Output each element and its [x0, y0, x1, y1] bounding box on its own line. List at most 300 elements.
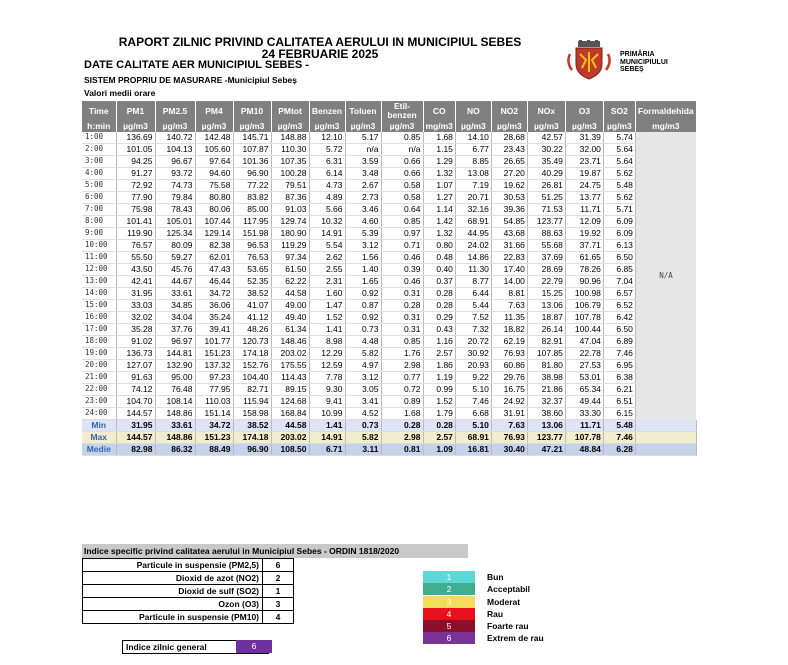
- value-cell: 31.39: [565, 132, 603, 144]
- value-cell: 0.39: [381, 264, 423, 276]
- value-cell: 1.32: [423, 168, 455, 180]
- value-cell: 5.66: [309, 204, 345, 216]
- value-cell: 148.88: [271, 132, 309, 144]
- value-cell: 0.43: [423, 324, 455, 336]
- value-cell: 0.46: [381, 276, 423, 288]
- value-cell: 76.57: [116, 240, 155, 252]
- table-row: [82, 276, 696, 288]
- stats-cell: 30.40: [491, 444, 527, 456]
- value-cell: 0.87: [345, 300, 381, 312]
- value-cell: 1.19: [423, 372, 455, 384]
- value-cell: 29.76: [491, 372, 527, 384]
- value-cell: 151.98: [233, 228, 271, 240]
- value-cell: 94.25: [116, 156, 155, 168]
- time-cell: 12:00: [82, 264, 116, 276]
- value-cell: 75.58: [195, 180, 233, 192]
- value-cell: 71.53: [527, 204, 565, 216]
- value-cell: 0.31: [381, 324, 423, 336]
- value-cell: 20.93: [455, 360, 491, 372]
- value-cell: 68.91: [455, 216, 491, 228]
- value-cell: 13.77: [565, 192, 603, 204]
- value-cell: 76.93: [491, 348, 527, 360]
- value-cell: 2.55: [309, 264, 345, 276]
- time-cell: 9:00: [82, 228, 116, 240]
- value-cell: 78.26: [565, 264, 603, 276]
- value-cell: 89.15: [271, 384, 309, 396]
- column-header: PM1: [116, 101, 155, 121]
- value-cell: 76.53: [233, 252, 271, 264]
- legend-label: Rau: [487, 608, 504, 619]
- value-cell: 100.98: [565, 288, 603, 300]
- time-cell: 16:00: [82, 312, 116, 324]
- value-cell: 81.80: [527, 360, 565, 372]
- unit-header: h:min: [82, 121, 116, 132]
- stats-cell: 0.81: [381, 444, 423, 456]
- value-cell: 61.34: [271, 324, 309, 336]
- value-cell: 33.30: [565, 408, 603, 420]
- value-cell: 85.00: [233, 204, 271, 216]
- value-cell: 74.12: [116, 384, 155, 396]
- value-cell: 7.19: [455, 180, 491, 192]
- value-cell: 1.68: [423, 132, 455, 144]
- value-cell: 42.57: [527, 132, 565, 144]
- index-name: Particule in suspensie (PM10): [83, 611, 263, 624]
- value-cell: 6.09: [603, 228, 635, 240]
- value-cell: 16.75: [491, 384, 527, 396]
- value-cell: 91.27: [116, 168, 155, 180]
- value-cell: 26.14: [527, 324, 565, 336]
- stats-cell: 0.73: [345, 420, 381, 432]
- unit-header: µg/m3: [345, 121, 381, 132]
- value-cell: 96.53: [233, 240, 271, 252]
- value-cell: 4.97: [345, 360, 381, 372]
- stats-cell: 5.48: [603, 420, 635, 432]
- legend-label: Bun: [487, 572, 504, 582]
- value-cell: 114.43: [271, 372, 309, 384]
- stats-cell: 0.28: [423, 420, 455, 432]
- value-cell: 2.62: [309, 252, 345, 264]
- value-cell: 115.94: [233, 396, 271, 408]
- stats-cell: 47.21: [527, 444, 565, 456]
- value-cell: 4.52: [345, 408, 381, 420]
- value-cell: 1.32: [423, 228, 455, 240]
- table-row: [82, 228, 696, 240]
- table-row: [82, 144, 696, 156]
- value-cell: 96.67: [155, 156, 195, 168]
- value-cell: 6.77: [455, 144, 491, 156]
- value-cell: 8.81: [491, 288, 527, 300]
- value-cell: 47.43: [195, 264, 233, 276]
- stats-row: [82, 432, 696, 444]
- index-value: 6: [263, 559, 294, 572]
- value-cell: 37.71: [565, 240, 603, 252]
- value-cell: 1.52: [309, 312, 345, 324]
- value-cell: 28.68: [491, 132, 527, 144]
- value-cell: 144.81: [155, 348, 195, 360]
- value-cell: 8.85: [455, 156, 491, 168]
- value-cell: 51.25: [527, 192, 565, 204]
- value-cell: 5.10: [455, 384, 491, 396]
- value-cell: 104.40: [233, 372, 271, 384]
- value-cell: 15.25: [527, 288, 565, 300]
- time-cell: 22:00: [82, 384, 116, 396]
- value-cell: 11.35: [491, 312, 527, 324]
- column-header: Toluen: [345, 101, 381, 121]
- value-cell: 152.76: [233, 360, 271, 372]
- value-cell: 100.28: [271, 168, 309, 180]
- value-cell: 174.18: [233, 348, 271, 360]
- value-cell: 12.09: [565, 216, 603, 228]
- value-cell: 0.66: [381, 156, 423, 168]
- value-cell: 0.99: [423, 384, 455, 396]
- value-cell: 1.56: [345, 252, 381, 264]
- time-cell: 17:00: [82, 324, 116, 336]
- time-cell: 6:00: [82, 192, 116, 204]
- value-cell: 101.36: [233, 156, 271, 168]
- value-cell: 41.12: [233, 312, 271, 324]
- value-cell: 23.71: [565, 156, 603, 168]
- value-cell: 34.04: [155, 312, 195, 324]
- time-cell: 19:00: [82, 348, 116, 360]
- table-row: [82, 348, 696, 360]
- value-cell: 13.06: [527, 300, 565, 312]
- legend-swatch: 3: [423, 596, 475, 608]
- value-cell: 3.46: [345, 204, 381, 216]
- value-cell: 35.24: [195, 312, 233, 324]
- value-cell: 13.08: [455, 168, 491, 180]
- value-cell: 49.40: [271, 312, 309, 324]
- value-cell: 97.23: [195, 372, 233, 384]
- value-cell: 96.97: [155, 336, 195, 348]
- value-cell: 9.41: [309, 396, 345, 408]
- value-cell: 6.95: [603, 360, 635, 372]
- value-cell: 28.69: [527, 264, 565, 276]
- value-cell: 0.92: [345, 288, 381, 300]
- value-cell: 12.10: [309, 132, 345, 144]
- unit-header: mg/m3: [423, 121, 455, 132]
- table-row: [82, 204, 696, 216]
- value-cell: 4.73: [309, 180, 345, 192]
- value-cell: 5.48: [603, 180, 635, 192]
- value-cell: 104.13: [155, 144, 195, 156]
- value-cell: 0.48: [423, 252, 455, 264]
- value-cell: 0.46: [381, 252, 423, 264]
- value-cell: 125.34: [155, 228, 195, 240]
- coat-of-arms-icon: [562, 40, 616, 80]
- value-cell: 7.32: [455, 324, 491, 336]
- time-cell: 4:00: [82, 168, 116, 180]
- value-cell: 24.92: [491, 396, 527, 408]
- index-value: 2: [263, 572, 294, 585]
- value-cell: 80.80: [195, 192, 233, 204]
- stats-cell: 76.93: [491, 432, 527, 444]
- value-cell: 2.98: [381, 360, 423, 372]
- legend-label: Extrem de rau: [487, 633, 544, 644]
- legend-swatch: 2: [423, 583, 475, 595]
- value-cell: 1.40: [345, 264, 381, 276]
- value-cell: 8.98: [309, 336, 345, 348]
- value-cell: 38.60: [527, 408, 565, 420]
- value-cell: 124.68: [271, 396, 309, 408]
- stats-cell: 44.58: [271, 420, 309, 432]
- value-cell: 168.84: [271, 408, 309, 420]
- value-cell: 33.61: [155, 288, 195, 300]
- value-cell: 106.79: [565, 300, 603, 312]
- value-cell: 3.12: [345, 372, 381, 384]
- value-cell: 20.72: [455, 336, 491, 348]
- value-cell: 19.92: [565, 228, 603, 240]
- value-cell: 6.50: [603, 252, 635, 264]
- value-cell: 9.30: [309, 384, 345, 396]
- value-cell: 12.29: [309, 348, 345, 360]
- value-cell: 0.71: [381, 240, 423, 252]
- value-cell: 127.07: [116, 360, 155, 372]
- value-cell: 30.92: [455, 348, 491, 360]
- time-cell: 24:00: [82, 408, 116, 420]
- value-cell: 175.55: [271, 360, 309, 372]
- value-cell: 3.59: [345, 156, 381, 168]
- table-row: [82, 384, 696, 396]
- value-cell: 5.64: [603, 156, 635, 168]
- value-cell: 91.02: [116, 336, 155, 348]
- legend-swatch: 5: [423, 620, 475, 632]
- value-cell: 36.06: [195, 300, 233, 312]
- column-header: Time: [82, 101, 116, 121]
- stats-cell: 48.84: [565, 444, 603, 456]
- report-title: RAPORT ZILNIC PRIVIND CALITATEA AERULUI IN MUNICIPIUL SEBES: [118, 35, 522, 49]
- value-cell: 0.29: [423, 312, 455, 324]
- value-cell: 82.91: [527, 336, 565, 348]
- value-cell: 6.68: [455, 408, 491, 420]
- stats-cell: 96.90: [233, 444, 271, 456]
- value-cell: 6.14: [309, 168, 345, 180]
- index-name: Dioxid de azot (NO2): [83, 572, 263, 585]
- value-cell: 100.44: [565, 324, 603, 336]
- value-cell: 33.03: [116, 300, 155, 312]
- column-header: PM4: [195, 101, 233, 121]
- value-cell: 119.29: [271, 240, 309, 252]
- value-cell: 43.68: [491, 228, 527, 240]
- table-row: [82, 156, 696, 168]
- value-cell: 1.07: [423, 180, 455, 192]
- index-title: Indice specific privind calitatea aerului in Municipiul Sebes - ORDIN 1818/2020: [82, 544, 468, 558]
- value-cell: 0.89: [381, 396, 423, 408]
- time-cell: 5:00: [82, 180, 116, 192]
- column-header: Formaldehida: [635, 101, 696, 121]
- value-cell: 151.23: [195, 348, 233, 360]
- value-cell: 94.60: [195, 168, 233, 180]
- value-cell: 158.98: [233, 408, 271, 420]
- unit-header: µg/m3: [565, 121, 603, 132]
- value-cell: 49.44: [565, 396, 603, 408]
- value-cell: 148.86: [155, 408, 195, 420]
- value-cell: 117.95: [233, 216, 271, 228]
- value-cell: 27.53: [565, 360, 603, 372]
- value-cell: 1.42: [423, 216, 455, 228]
- value-cell: 62.19: [491, 336, 527, 348]
- stats-cell: 13.06: [527, 420, 565, 432]
- value-cell: 88.63: [527, 228, 565, 240]
- value-cell: 5.39: [345, 228, 381, 240]
- stats-cell: 0.28: [381, 420, 423, 432]
- index-row: [83, 611, 294, 624]
- value-cell: 0.85: [381, 336, 423, 348]
- value-cell: 104.70: [116, 396, 155, 408]
- value-cell: 75.98: [116, 204, 155, 216]
- value-cell: 137.32: [195, 360, 233, 372]
- value-cell: 61.50: [271, 264, 309, 276]
- value-cell: 142.48: [195, 132, 233, 144]
- value-cell: 0.31: [381, 312, 423, 324]
- value-cell: 6.57: [603, 288, 635, 300]
- stats-cell: 86.32: [155, 444, 195, 456]
- stats-cell: 68.91: [455, 432, 491, 444]
- stats-cell: 7.46: [603, 432, 635, 444]
- system-label: SISTEM PROPRIU DE MASURARE -Municipiul Sebeș: [84, 75, 297, 85]
- legend-swatch: 4: [423, 608, 475, 620]
- value-cell: 46.44: [195, 276, 233, 288]
- index-name: Particule in suspensie (PM2,5): [83, 559, 263, 572]
- stats-cell: 2.57: [423, 432, 455, 444]
- value-cell: 35.28: [116, 324, 155, 336]
- legend-label: Moderat: [487, 596, 521, 607]
- value-cell: 0.66: [381, 168, 423, 180]
- value-cell: 42.41: [116, 276, 155, 288]
- value-cell: 82.38: [195, 240, 233, 252]
- value-cell: 107.78: [565, 312, 603, 324]
- value-cell: 93.72: [155, 168, 195, 180]
- table-row: [82, 264, 696, 276]
- value-cell: 55.50: [116, 252, 155, 264]
- value-cell: 0.58: [381, 192, 423, 204]
- stats-row: [82, 444, 696, 456]
- value-cell: 7.63: [491, 300, 527, 312]
- stats-label: Min: [82, 420, 116, 432]
- value-cell: 1.16: [423, 336, 455, 348]
- column-header: NO: [455, 101, 491, 121]
- value-cell: 3.48: [345, 168, 381, 180]
- unit-header: µg/m3: [603, 121, 635, 132]
- value-cell: 0.92: [345, 312, 381, 324]
- value-cell: 9.22: [455, 372, 491, 384]
- table-row: [82, 372, 696, 384]
- value-cell: 101.41: [116, 216, 155, 228]
- value-cell: 129.74: [271, 216, 309, 228]
- value-cell: 1.76: [381, 348, 423, 360]
- value-cell: 30.53: [491, 192, 527, 204]
- stats-cell: 38.52: [233, 420, 271, 432]
- value-cell: 10.32: [309, 216, 345, 228]
- value-cell: 6.50: [603, 324, 635, 336]
- stats-cell: 151.23: [195, 432, 233, 444]
- unit-header: µg/m3: [455, 121, 491, 132]
- unit-header: µg/m3: [527, 121, 565, 132]
- value-cell: 107.85: [527, 348, 565, 360]
- stats-cell: 148.86: [155, 432, 195, 444]
- index-row: [83, 559, 294, 572]
- value-cell: 119.90: [116, 228, 155, 240]
- time-cell: 14:00: [82, 288, 116, 300]
- value-cell: 18.87: [527, 312, 565, 324]
- value-cell: 91.03: [271, 204, 309, 216]
- value-cell: 101.77: [195, 336, 233, 348]
- value-cell: 41.07: [233, 300, 271, 312]
- stats-cell: 107.78: [565, 432, 603, 444]
- value-cell: 0.28: [381, 300, 423, 312]
- value-cell: 97.64: [195, 156, 233, 168]
- stats-cell: 34.72: [195, 420, 233, 432]
- value-cell: 22.83: [491, 252, 527, 264]
- value-cell: 4.48: [345, 336, 381, 348]
- value-cell: 148.46: [271, 336, 309, 348]
- value-cell: 20.71: [455, 192, 491, 204]
- value-cell: 27.20: [491, 168, 527, 180]
- value-cell: 6.09: [603, 216, 635, 228]
- value-cell: 6.85: [603, 264, 635, 276]
- column-header: O3: [565, 101, 603, 121]
- legend-swatch: 6: [423, 632, 475, 644]
- value-cell: 5.17: [345, 132, 381, 144]
- value-cell: 22.79: [527, 276, 565, 288]
- table-row: [82, 312, 696, 324]
- unit-header: µg/m3: [381, 121, 423, 132]
- table-row: [82, 240, 696, 252]
- value-cell: 3.05: [345, 384, 381, 396]
- general-index-value: 6: [236, 640, 272, 653]
- value-cell: 54.85: [491, 216, 527, 228]
- value-cell: 77.90: [116, 192, 155, 204]
- value-cell: 74.73: [155, 180, 195, 192]
- value-cell: 21.86: [527, 384, 565, 396]
- value-cell: 32.37: [527, 396, 565, 408]
- value-cell: 107.87: [233, 144, 271, 156]
- value-cell: 5.54: [309, 240, 345, 252]
- value-cell: 0.28: [423, 300, 455, 312]
- value-cell: 6.38: [603, 372, 635, 384]
- value-cell: 14.91: [309, 228, 345, 240]
- stats-cell: 1.41: [309, 420, 345, 432]
- value-cell: 32.02: [116, 312, 155, 324]
- time-cell: 3:00: [82, 156, 116, 168]
- value-cell: 6.51: [603, 396, 635, 408]
- value-cell: 8.77: [455, 276, 491, 288]
- value-cell: 62.01: [195, 252, 233, 264]
- logo-text: PRIMĂRIA MUNICIPIULUI SEBEȘ: [620, 51, 668, 73]
- value-cell: 10.99: [309, 408, 345, 420]
- table-row: [82, 288, 696, 300]
- value-cell: 5.44: [455, 300, 491, 312]
- stats-cell: 88.49: [195, 444, 233, 456]
- value-cell: 1.68: [381, 408, 423, 420]
- value-cell: 6.42: [603, 312, 635, 324]
- value-cell: 6.52: [603, 300, 635, 312]
- index-value: 1: [263, 585, 294, 598]
- value-cell: 49.00: [271, 300, 309, 312]
- table-row: [82, 408, 696, 420]
- value-cell: 5.62: [603, 168, 635, 180]
- value-cell: 105.01: [155, 216, 195, 228]
- value-cell: n/a: [345, 144, 381, 156]
- value-cell: 19.62: [491, 180, 527, 192]
- index-table: [82, 558, 294, 624]
- unit-header: µg/m3: [271, 121, 309, 132]
- time-cell: 10:00: [82, 240, 116, 252]
- value-cell: 110.30: [271, 144, 309, 156]
- value-cell: 79.51: [271, 180, 309, 192]
- stats-cell: 6.28: [603, 444, 635, 456]
- value-cell: 101.05: [116, 144, 155, 156]
- table-row: [82, 180, 696, 192]
